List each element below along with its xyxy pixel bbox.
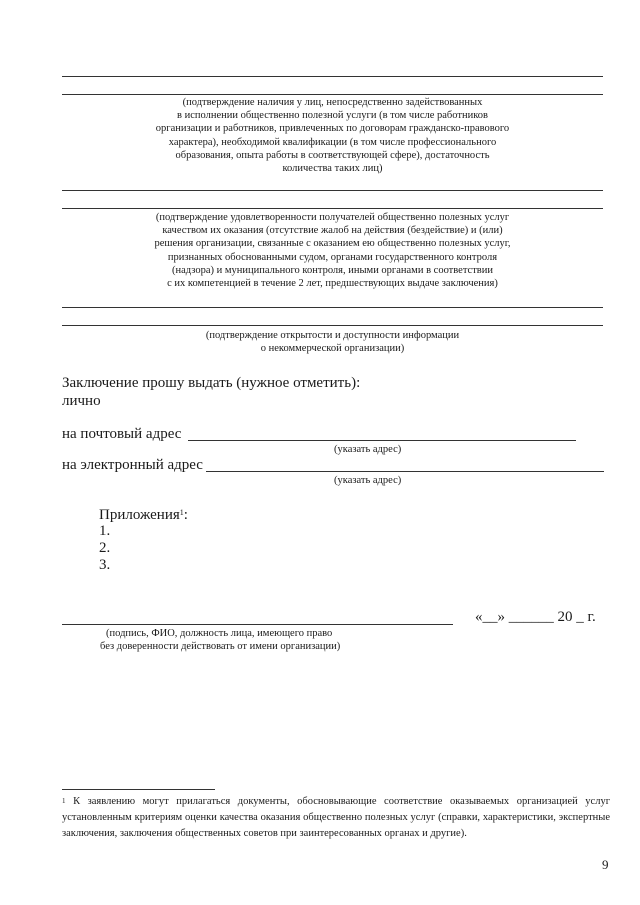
- email-address-field[interactable]: [206, 471, 604, 472]
- caption-line: (надзора) и муниципального контроля, иными органами в соответствии: [172, 264, 493, 276]
- delivery-option-postal[interactable]: на почтовый адрес: [62, 426, 182, 442]
- signature-caption: (подпись, ФИО, должность лица, имеющего право: [106, 628, 333, 639]
- caption-line: решения организации, связанные с оказанием ею общественно полезных услуг,: [154, 238, 511, 250]
- delivery-option-in-person[interactable]: лично: [62, 393, 101, 409]
- fill-line: [62, 190, 603, 191]
- caption-line: (подтверждение открытости и доступности информации: [205, 330, 460, 341]
- caption-line: (подтверждение наличия у лиц, непосредственно задействованных: [182, 97, 483, 108]
- signature-date[interactable]: «__» ______ 20 _ г.: [475, 609, 596, 625]
- fill-line: [62, 208, 603, 209]
- attachment-item: 1.: [99, 523, 111, 539]
- caption-line: с их компетенцией в течение 2 лет, предшествующих выдаче заключения): [167, 278, 498, 290]
- staff-caption: [62, 96, 603, 175]
- fill-line: [62, 94, 603, 95]
- caption-line: организации и работников, привлеченных по договорам гражданско-правового: [155, 123, 510, 135]
- fill-line: [62, 76, 603, 77]
- caption-line: качеством их оказания (отсутствие жалоб на действия (бездействие) и (или): [162, 225, 503, 237]
- fill-line: [62, 325, 603, 326]
- satisfaction-caption: [62, 211, 603, 290]
- attachment-item: 2.: [99, 540, 111, 556]
- footnote: [62, 794, 610, 842]
- footnote-text: К заявлению могут прилагаться документы, обосновывающие соответствие оказываемых организацией услуг установленным критериям оценки качества оказания общественно полезных услуг (справки, характеристики, экспертные заключения, заключения общественных советов при заинтересованных органах и другие).: [62, 796, 610, 839]
- caption-line: о некоммерческой организации): [260, 343, 405, 355]
- footnote-mark: 1: [62, 797, 66, 805]
- page-number: 9: [602, 857, 609, 872]
- attachments-heading-text: Приложения: [99, 507, 180, 523]
- caption-line: признанных обоснованными судом, органами государственного контроля: [167, 251, 498, 263]
- attachments-heading: [99, 506, 188, 524]
- delivery-option-email[interactable]: на электронный адрес: [62, 457, 203, 473]
- email-address-hint: (указать адрес): [334, 475, 402, 486]
- caption-line: характера), необходимой квалификации (в том числе профессионального: [168, 136, 497, 148]
- openness-caption: [62, 329, 603, 355]
- caption-line: количества таких лиц): [282, 163, 383, 175]
- footnote-reference[interactable]: 1: [179, 508, 184, 517]
- signature-caption: без доверенности действовать от имени организации): [100, 641, 341, 652]
- attachments-heading-colon: :: [183, 507, 188, 523]
- footnote-separator: [62, 789, 215, 790]
- delivery-heading: Заключение прошу выдать (нужное отметить):: [62, 375, 361, 391]
- postal-address-field[interactable]: [188, 440, 576, 441]
- signature-field[interactable]: [62, 624, 453, 625]
- caption-line: (подтверждение удовлетворенности получателей общественно полезных услуг: [155, 212, 510, 223]
- attachment-item: 3.: [99, 557, 111, 573]
- fill-line: [62, 307, 603, 308]
- caption-line: в исполнении общественно полезной услуги (в том числе работников: [177, 110, 488, 122]
- caption-line: образования, опыта работы в соответствующей сфере), достаточность: [175, 149, 490, 161]
- postal-address-hint: (указать адрес): [334, 444, 402, 455]
